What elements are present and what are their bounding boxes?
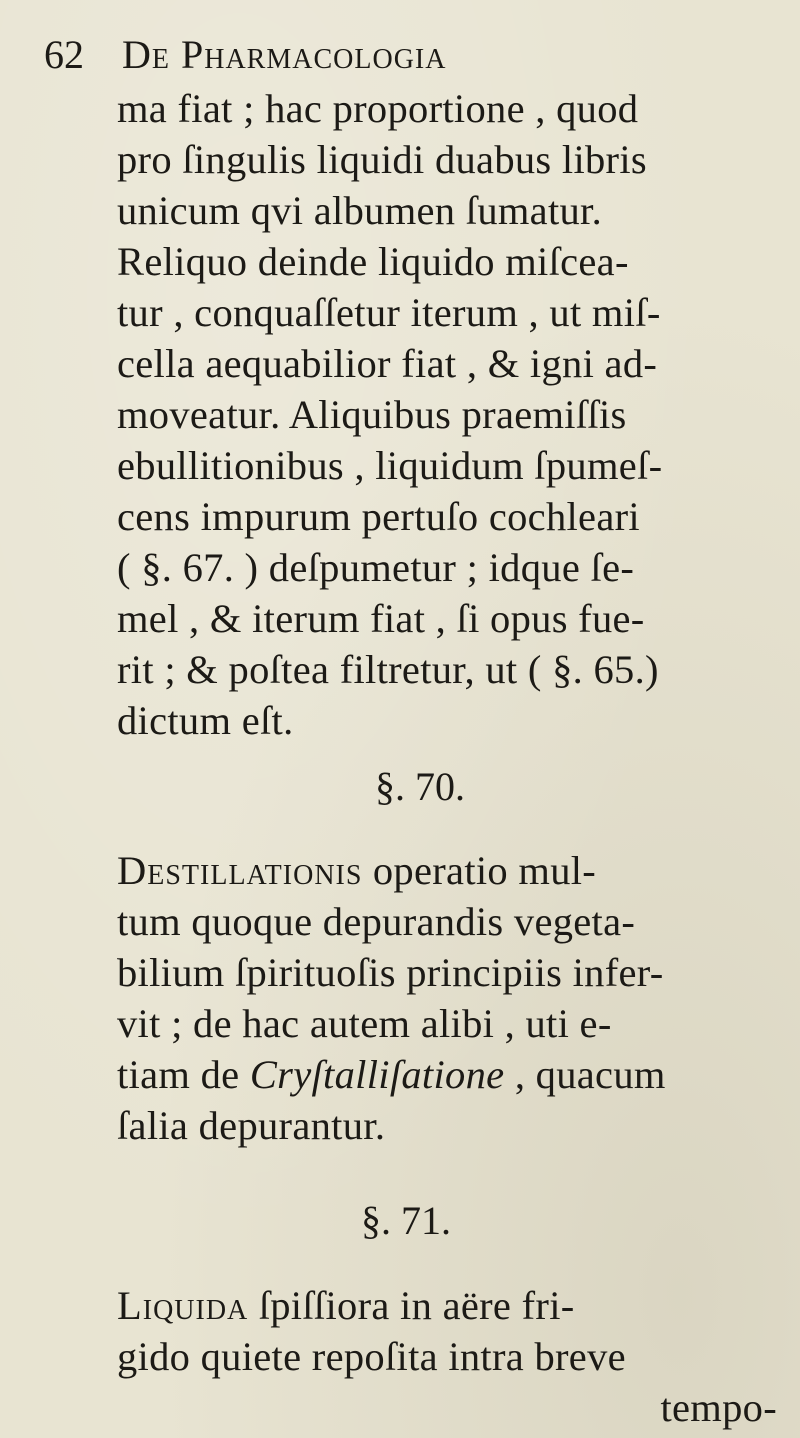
text-line: tum quoque depurandis vegeta- [117, 899, 636, 944]
page-number: 62 [44, 32, 84, 77]
text-line: vit ; de hac autem alibi , uti e- [117, 1001, 612, 1046]
text-line: ma fiat ; hac proportione , quod [117, 86, 639, 131]
text-line: gido quiete repoſita intra breve [117, 1334, 626, 1379]
text-line: rit ; & poſtea filtretur, ut ( §. 65.) [117, 647, 659, 692]
text-line: moveatur. Aliquibus praemiſſis [117, 392, 627, 437]
text-line: dictum eſt. [117, 698, 294, 743]
page-header [44, 30, 684, 80]
text-line: ( §. 67. ) deſpumetur ; idque ſe- [117, 545, 635, 590]
lead-word: Destillationis [117, 848, 363, 893]
text-line: mel , & iterum fiat , ſi opus fue- [117, 596, 645, 641]
text-line [117, 846, 777, 896]
text-run: tiam de [117, 1052, 250, 1097]
text-line: unicum qvi albumen ſumatur. [117, 188, 603, 233]
text-line [117, 1281, 777, 1331]
text-line: ſalia depurantur. [117, 1103, 386, 1148]
section-heading-70: §. 70. [375, 764, 465, 809]
lead-word: Liquida [117, 1283, 249, 1328]
text-line: pro ſingulis liquidi duabus libris [117, 137, 647, 182]
text-line: cella aequabilior fiat , & igni ad- [117, 341, 658, 386]
section-heading-71: §. 71. [361, 1198, 451, 1243]
text-line [117, 1050, 777, 1100]
catchword: tempo- [660, 1385, 777, 1430]
text-run: operatio mul- [362, 848, 597, 893]
text-line: Reliquo deinde liquido miſcea- [117, 239, 629, 284]
text-line: tur , conquaſſetur iterum , ut miſ- [117, 290, 661, 335]
italic-term: Cryſtalliſatione [249, 1052, 505, 1097]
text-line: cens impurum pertuſo cochleari [117, 494, 640, 539]
text-run: ſpiſſiora in aëre fri- [248, 1283, 575, 1328]
text-line: ebullitionibus , liquidum ſpumeſ- [117, 443, 663, 488]
text-line: bilium ſpirituoſis principiis infer- [117, 950, 664, 995]
text-run: , quacum [504, 1052, 666, 1097]
running-title: De Pharmacologia [122, 32, 447, 77]
